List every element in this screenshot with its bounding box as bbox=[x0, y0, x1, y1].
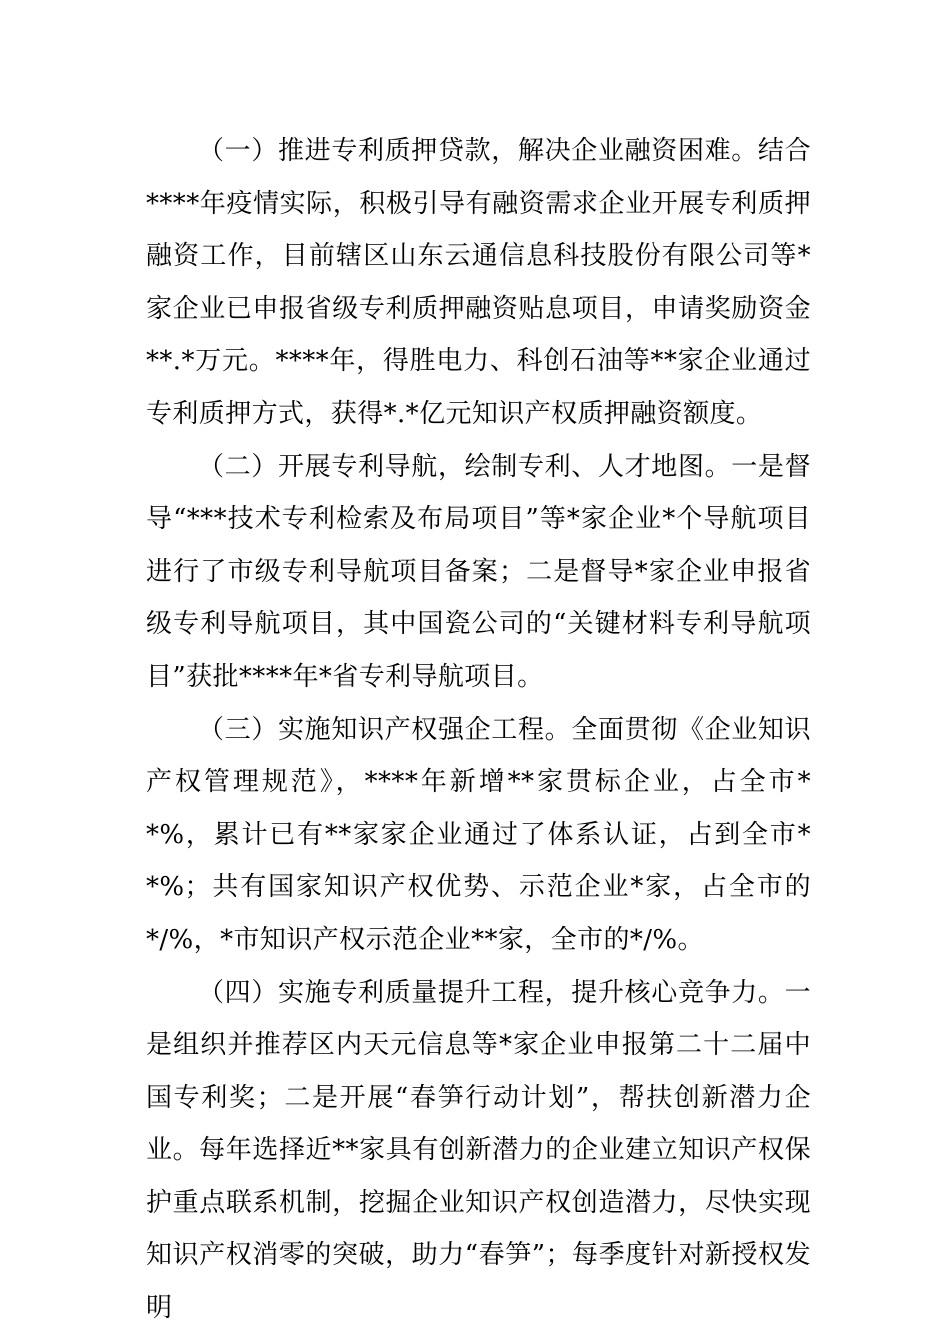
paragraph-patent-pledge-loans: （一）推进专利质押贷款，解决企业融资困难。结合****年疫情实际，积极引导有融资需求企业开展专利质押融资工作，目前辖区山东云通信息科技股份有限公司等*家企业已申报省级专利质押融资贴息项目，申请奖励资金**.*万元。****年，得胜电力、科创石油等**家企业通过专利质押方式，获得*.*亿元知识产权质押融资额度。 bbox=[146, 136, 811, 429]
paragraph-ip-strong-enterprise: （三）实施知识产权强企工程。全面贯彻《企业知识产权管理规范》，****年新增**家贯标企业，占全市**%，累计已有**家家企业通过了体系认证，占到全市**%；共有国家知识产权优势、示范企业*家，占全市的*/%，*市知识产权示范企业**家，全市的*/%。 bbox=[146, 714, 811, 955]
paragraph-patent-quality: （四）实施专利质量提升工程，提升核心竞争力。一是组织并推荐区内天元信息等*家企业申报第二十二届中国专利奖；二是开展“春笋行动计划”，帮扶创新潜力企业。每年选择近**家具有创新潜力的企业建立知识产权保护重点联系机制，挖掘企业知识产权创造潜力，尽快实现知识产权消零的突破，助力“春笋”；每季度针对新授权发明 bbox=[146, 977, 811, 1324]
document-body bbox=[146, 125, 811, 1335]
paragraph-patent-navigation: （二）开展专利导航，绘制专利、人才地图。一是督导“***技术专利检索及布局项目”等*家企业*个导航项目进行了市级专利导航项目备案；二是督导*家企业申报省级专利导航项目，其中国瓷公司的“关键材料专利导航项目”获批****年*省专利导航项目。 bbox=[146, 451, 811, 692]
